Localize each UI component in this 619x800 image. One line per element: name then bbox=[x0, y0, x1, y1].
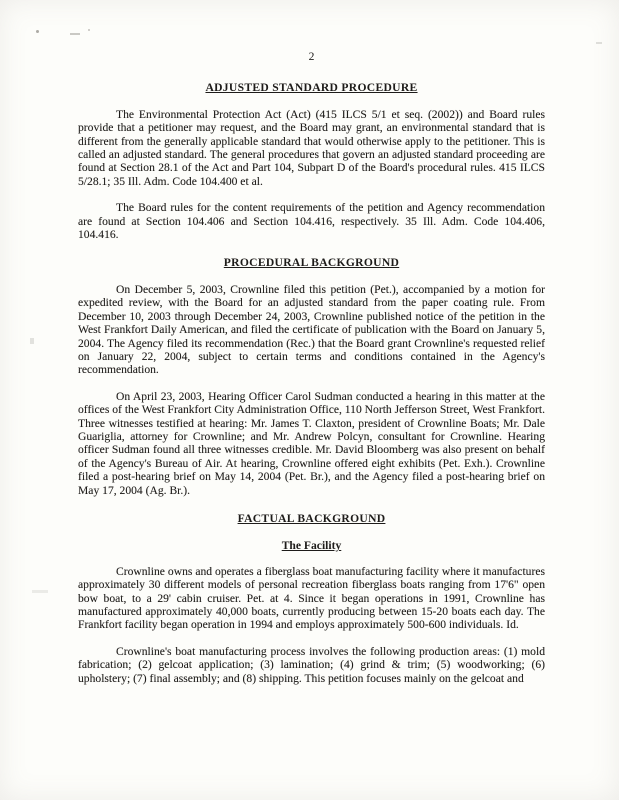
page-number: 2 bbox=[308, 50, 315, 63]
heading-factual-background: FACTUAL BACKGROUND bbox=[237, 511, 386, 525]
paragraph-board-rules: The Board rules for the content requirements of the petition and Agency recommendation are found at Section 104.406 and Section 104.416, respectively. 35 Ill. Adm. Code 104.406, 104.416. bbox=[78, 201, 545, 242]
paragraph-manufacturing-process: Crownline's boat manufacturing process involves the following production areas: (1) mold fabrication; (2) gelcoat application; (3) lamination; (4) grind & trim; (5) woodworking; (6) upholstery; (7) final assembly; and (8) shipping. This petition focuses mainly on the gelcoat and bbox=[78, 644, 545, 685]
paragraph-petition-filing: On December 5, 2003, Crownline filed this petition (Pet.), accompanied by a motion for expedited review, with the Board for an adjusted standard from the paper coating rule. From December 10, 2003 through December 24, 2003, Crownline published notice of the petition in the West Frankfort Daily American, and filed the certificate of publication with the Board on January 5, 2004. The Agency filed its recommendation (Rec.) that the Board grant Crownline's requested relief on January 22, 2004, subject to certain terms and conditions contained in the Agency's recommendation. bbox=[78, 282, 545, 377]
subheading-the-facility: The Facility bbox=[281, 539, 342, 553]
heading-adjusted-standard-procedure: ADJUSTED STANDARD PROCEDURE bbox=[205, 81, 418, 95]
paragraph-act-overview: The Environmental Protection Act (Act) (415 ILCS 5/1 et seq. (2002)) and Board rules provide that a petitioner may request, and the Board may grant, an environmental standard that is different from the generally applicable standard that would otherwise apply to the petitioner. This is called an adjusted standard. The general procedures that govern an adjusted standard proceeding are found at Section 28.1 of the Act and Part 104, Subpart D of the Board's procedural rules. 415 ILCS 5/28.1; 35 Ill. Adm. Code 104.400 et al. bbox=[78, 107, 545, 188]
paragraph-facility-overview: Crownline owns and operates a fiberglass boat manufacturing facility where it manufactures approximately 30 different models of personal recreation fiberglass boats ranging from 17'6" open bow boat, to a 29' cabin cruiser. Pet. at 4. Since it began operations in 1991, Crownline has manufactured approximately 40,000 boats, currently producing between 15-20 boats each day. The Frankfort facility began operation in 1994 and employs approximately 500-600 individuals. Id. bbox=[78, 564, 545, 632]
heading-procedural-background: PROCEDURAL BACKGROUND bbox=[223, 256, 400, 270]
paragraph-hearing-details: On April 23, 2003, Hearing Officer Carol Sudman conducted a hearing in this matter at the offices of the West Frankfort City Administration Office, 110 North Jefferson Street, West Frankfort. Three witnesses testified at hearing: Mr. James T. Claxton, president of Crownline Boats; Mr. Dale Guariglia, attorney for Crownline; and Mr. Andrew Polcyn, consultant for Crownline. Hearing officer Sudman found all three witnesses credible. Mr. David Bloomberg was also present on behalf of the Agency's Bureau of Air. At hearing, Crownline offered eight exhibits (Pet. Exh.). Crownline filed a post-hearing brief on May 14, 2004 (Pet. Br.), and the Agency filed a post-hearing brief on May 17, 2004 (Ag. Br.). bbox=[78, 389, 545, 497]
